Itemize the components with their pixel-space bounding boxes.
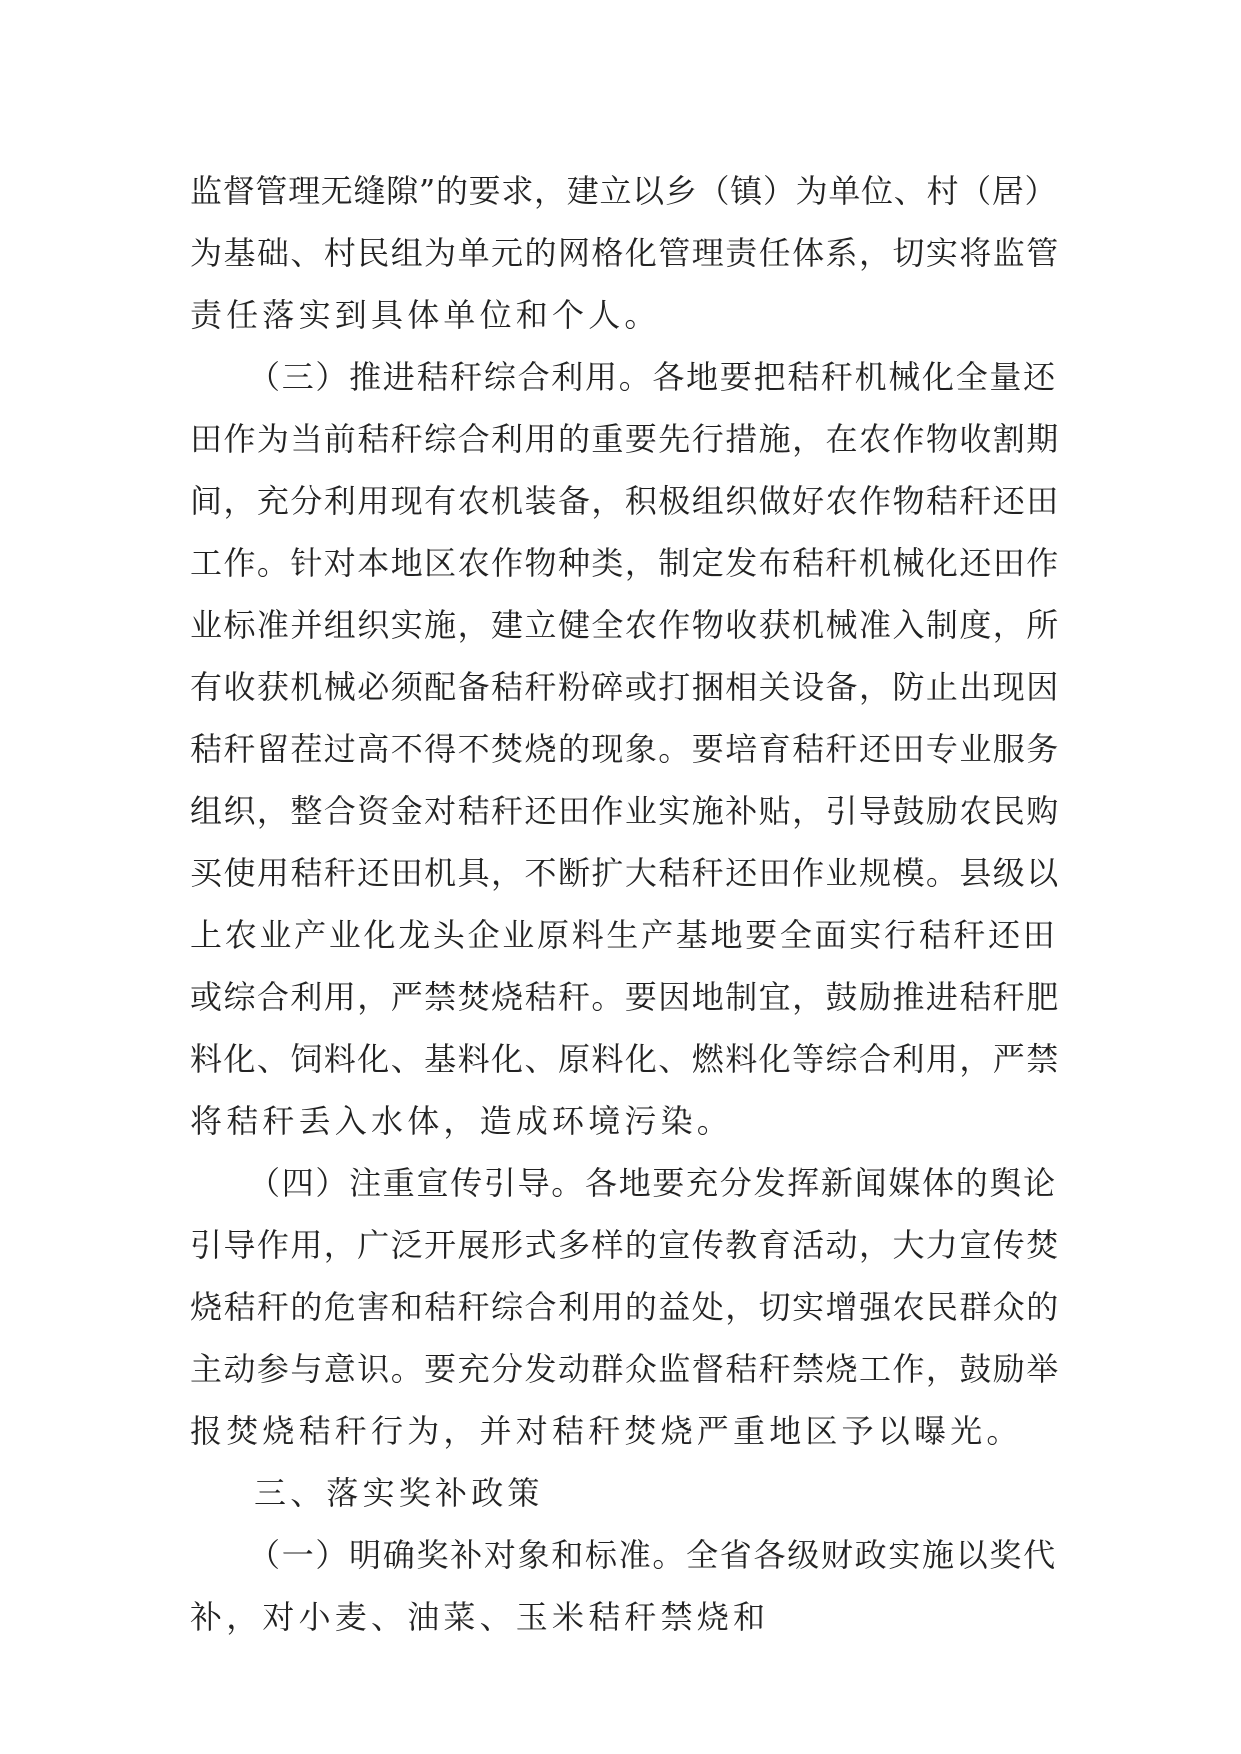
paragraph-heading-3: （三）推进秸秆综合利用。各地要把秸秆机械化全量还 <box>248 358 1057 396</box>
text-line: 料化、饲料化、基料化、原料化、燃料化等综合利用，严禁 <box>190 1040 1060 1078</box>
text-line: 秸秆留茬过高不得不焚烧的现象。要培育秸秆还田专业服务 <box>190 730 1060 768</box>
text-line: 补，对小麦、油菜、玉米秸秆禁烧和 <box>190 1598 770 1636</box>
text-line: 报焚烧秸秆行为，并对秸秆焚烧严重地区予以曝光。 <box>190 1412 1023 1450</box>
text-line: 引导作用，广泛开展形式多样的宣传教育活动，大力宣传焚 <box>190 1226 1060 1264</box>
text-line: 责任落实到具体单位和个人。 <box>190 296 661 334</box>
text-line: 主动参与意识。要充分发动群众监督秸秆禁烧工作，鼓励举 <box>190 1350 1060 1388</box>
text-line: 业标准并组织实施，建立健全农作物收获机械准入制度，所 <box>190 606 1060 644</box>
section-heading-3: 三、落实奖补政策 <box>254 1474 544 1512</box>
text-line: 为基础、村民组为单元的网格化管理责任体系，切实将监管 <box>190 234 1060 272</box>
text-line: 买使用秸秆还田机具，不断扩大秸秆还田作业规模。县级以 <box>190 854 1060 892</box>
paragraph-heading-1: （一）明确奖补对象和标准。全省各级财政实施以奖代 <box>248 1536 1057 1574</box>
text-line: 田作为当前秸秆综合利用的重要先行措施，在农作物收割期 <box>190 420 1060 458</box>
document-body <box>190 160 1060 1648</box>
text-line: 将秸秆丢入水体，造成环境污染。 <box>190 1102 734 1140</box>
text-line: 工作。针对本地区农作物种类，制定发布秸秆机械化还田作 <box>190 544 1060 582</box>
text-line: 上农业产业化龙头企业原料生产基地要全面实行秸秆还田 <box>190 916 1058 954</box>
text-line: 烧秸秆的危害和秸秆综合利用的益处，切实增强农民群众的 <box>190 1288 1060 1326</box>
text-line: 或综合利用，严禁焚烧秸秆。要因地制宜，鼓励推进秸秆肥 <box>190 978 1060 1016</box>
text-line: 有收获机械必须配备秸秆粉碎或打捆相关设备，防止出现因 <box>190 668 1060 706</box>
text-line: 间，充分利用现有农机装备，积极组织做好农作物秸秆还田 <box>190 482 1060 520</box>
text-line: 组织，整合资金对秸秆还田作业实施补贴，引导鼓励农民购 <box>190 792 1060 830</box>
text-line: 监督管理无缝隙”的要求，建立以乡（镇）为单位、村（居） <box>190 172 1058 210</box>
paragraph-heading-4: （四）注重宣传引导。各地要充分发挥新闻媒体的舆论 <box>248 1164 1057 1202</box>
